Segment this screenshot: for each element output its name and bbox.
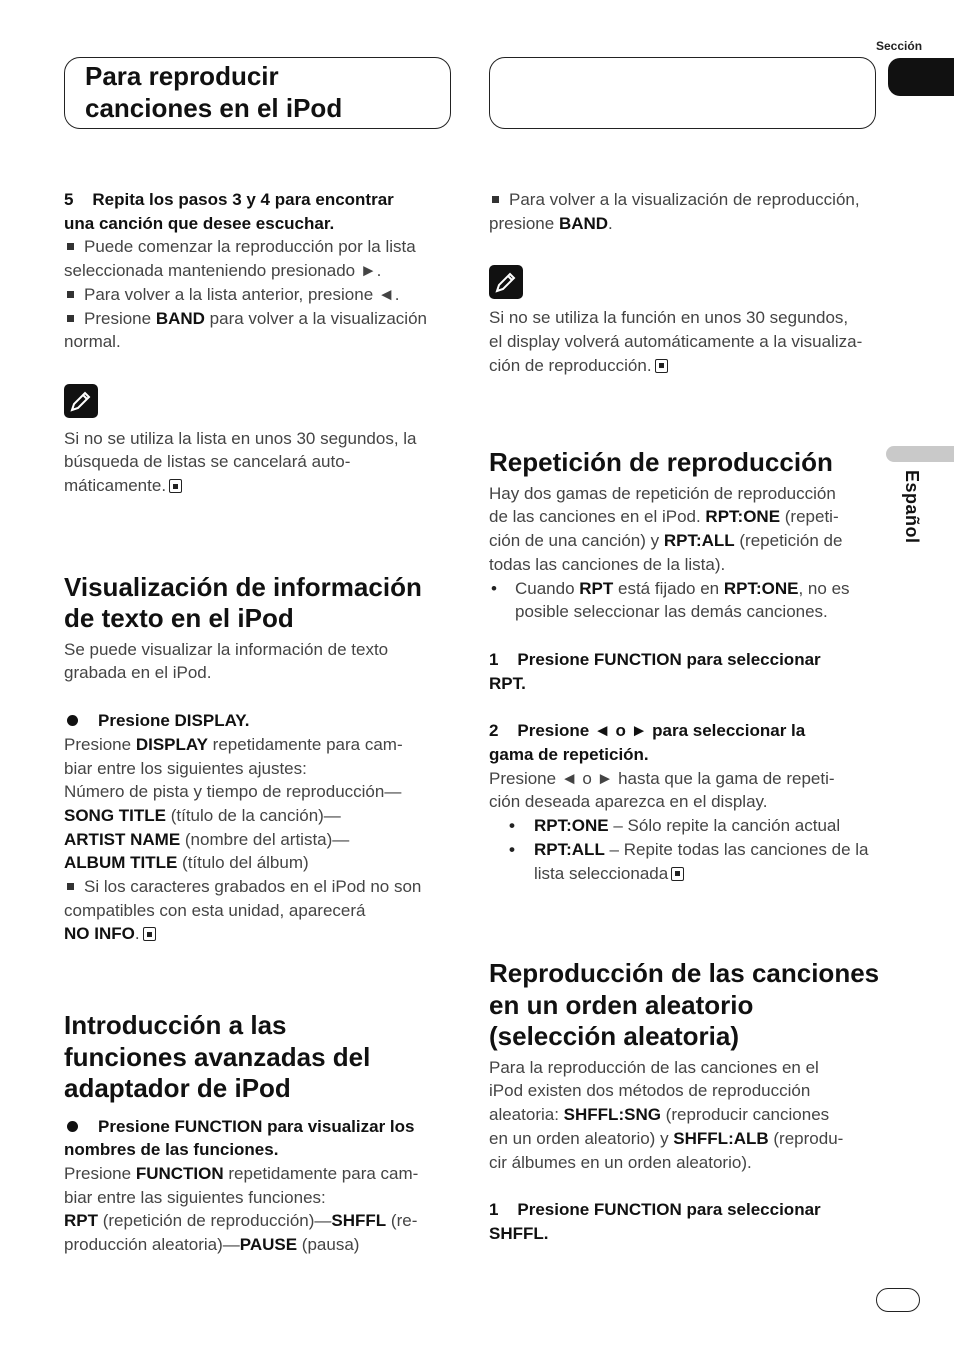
step-1-shuffle: 1 Presione FUNCTION para seleccionar	[489, 1200, 821, 1220]
section-number-tab	[888, 58, 954, 96]
left-column	[64, 188, 454, 1257]
paragraph: Se puede visualizar la información de texto	[64, 639, 389, 659]
note-text: Si no se utiliza la lista en unos 30 segundos, la	[64, 428, 417, 448]
round-bullet-icon	[67, 1121, 78, 1132]
note-text: ción de reproducción.	[489, 354, 881, 378]
paragraph: Número de pista y tiempo de reproducción—	[64, 782, 402, 802]
paragraph: todas las canciones de la lista).	[489, 554, 726, 574]
list-item-cont: compatibles con esta unidad, aparecerá	[64, 900, 366, 920]
pencil-note-icon	[64, 384, 98, 418]
section-heading: Repetición de reproducción	[489, 447, 833, 478]
end-of-section-icon	[143, 927, 156, 941]
list-item: • Cuando RPT está fijado en RPT:ONE, no es posible seleccionar las demás canciones.	[489, 577, 881, 624]
step-function-line2: nombres de las funciones.	[64, 1140, 279, 1160]
square-bullet-icon	[67, 243, 74, 250]
list-item: Para volver a la visualización de reproducción,	[489, 188, 881, 212]
list-item: • RPT:ONE – Sólo repite la canción actual	[489, 814, 881, 838]
end-of-section-icon	[655, 359, 668, 373]
square-bullet-icon	[67, 883, 74, 890]
section-aleatoria	[489, 958, 881, 1245]
list-item: Si los caracteres grabados en el iPod no son	[64, 875, 454, 899]
section-introduccion	[64, 1010, 454, 1257]
step-1-shuffle-line2: SHFFL.	[489, 1223, 549, 1243]
header-right-box	[489, 57, 876, 129]
round-bullet-icon	[67, 715, 78, 726]
note-text: búsqueda de listas se cancelará auto-	[64, 452, 351, 472]
right-column	[489, 188, 881, 1246]
paragraph: biar entre las siguientes funciones:	[64, 1187, 326, 1207]
list-item-cont: presione BAND.	[489, 213, 613, 233]
paragraph: cir álbumes en un orden aleatorio).	[489, 1152, 752, 1172]
paragraph: aleatoria: SHFFL:SNG (reproducir canciones	[489, 1105, 830, 1125]
list-item-cont: seleccionada manteniendo presionado ►.	[64, 261, 382, 281]
note-block-1	[64, 384, 454, 498]
step-2-line2: gama de repetición.	[489, 745, 649, 765]
page-number-badge	[876, 1288, 920, 1312]
list-item: Puede comenzar la reproducción por la lista	[64, 235, 454, 259]
square-bullet-icon	[67, 291, 74, 298]
paragraph: SONG TITLE (título de la canción)—	[64, 805, 341, 825]
paragraph: Presione FUNCTION repetidamente para cam-	[64, 1164, 419, 1184]
section-label: Sección	[876, 39, 923, 53]
paragraph: producción aleatoria)—PAUSE (pausa)	[64, 1235, 360, 1255]
page-title-line2: canciones en el iPod	[85, 93, 343, 123]
note-text: máticamente.	[64, 474, 454, 498]
paragraph: de las canciones en el iPod. RPT:ONE (repeti-	[489, 507, 839, 527]
step-1: 1 Presione FUNCTION para seleccionar	[489, 649, 821, 669]
list-item: Para volver a la lista anterior, presione ◄.	[64, 283, 454, 307]
paragraph: ALBUM TITLE (título del álbum)	[64, 853, 309, 873]
paragraph: ción deseada aparezca en el display.	[489, 792, 768, 812]
step-5-line2: una canción que desee escuchar.	[64, 213, 335, 233]
square-bullet-icon	[492, 196, 499, 203]
step-5: 5 Repita los pasos 3 y 4 para encontrar	[64, 190, 394, 209]
page-title	[85, 60, 342, 124]
paragraph: en un orden aleatorio) y SHFFL:ALB (reprodu-	[489, 1128, 844, 1148]
list-item-cont: normal.	[64, 332, 121, 352]
step-2: 2 Presione ◄ o ► para seleccionar la	[489, 721, 806, 741]
paragraph: Presione DISPLAY repetidamente para cam-	[64, 734, 403, 754]
language-label: Español	[902, 470, 922, 544]
square-bullet-icon	[67, 315, 74, 322]
section-heading: Visualización de información de texto en el iPod	[64, 571, 422, 634]
note-text: el display volverá automáticamente a la visualiza-	[489, 331, 863, 351]
paragraph: iPod existen dos métodos de reproducción	[489, 1081, 811, 1101]
paragraph: Hay dos gamas de repetición de reproducción	[489, 483, 836, 503]
end-of-section-icon	[671, 867, 684, 881]
list-item-cont: NO INFO.	[64, 922, 454, 946]
step-function: Presione FUNCTION para visualizar los	[64, 1115, 454, 1139]
paragraph: Presione ◄ o ► hasta que la gama de repeti-	[489, 768, 835, 788]
note-block-2	[489, 265, 881, 377]
page-title-line1: Para reproducir	[85, 61, 279, 91]
step-1-line2: RPT.	[489, 673, 526, 693]
pencil-note-icon	[489, 265, 523, 299]
list-item: Presione BAND para volver a la visualización	[64, 307, 454, 331]
paragraph: grabada en el iPod.	[64, 663, 212, 683]
section-visualizacion	[64, 572, 454, 946]
paragraph: Para la reproducción de las canciones en el	[489, 1057, 819, 1077]
paragraph: ción de una canción) y RPT:ALL (repetición de	[489, 531, 843, 551]
section-heading: Reproducción de las canciones en un orden aleatorio (selección aleatoria)	[489, 958, 880, 1052]
list-item: • RPT:ALL – Repite todas las canciones de la lista seleccionada	[489, 838, 881, 885]
paragraph: biar entre los siguientes ajustes:	[64, 758, 307, 778]
note-text: Si no se utiliza la función en unos 30 segundos,	[489, 308, 849, 328]
end-of-section-icon	[169, 479, 182, 493]
section-repeticion	[489, 447, 881, 885]
step-display: Presione DISPLAY.	[64, 709, 454, 733]
paragraph: ARTIST NAME (nombre del artista)—	[64, 829, 350, 849]
paragraph: RPT (repetición de reproducción)—SHFFL (re-	[64, 1211, 418, 1231]
language-tab	[886, 446, 954, 462]
section-heading: Introducción a las funciones avanzadas del adaptador de iPod	[64, 1010, 371, 1104]
